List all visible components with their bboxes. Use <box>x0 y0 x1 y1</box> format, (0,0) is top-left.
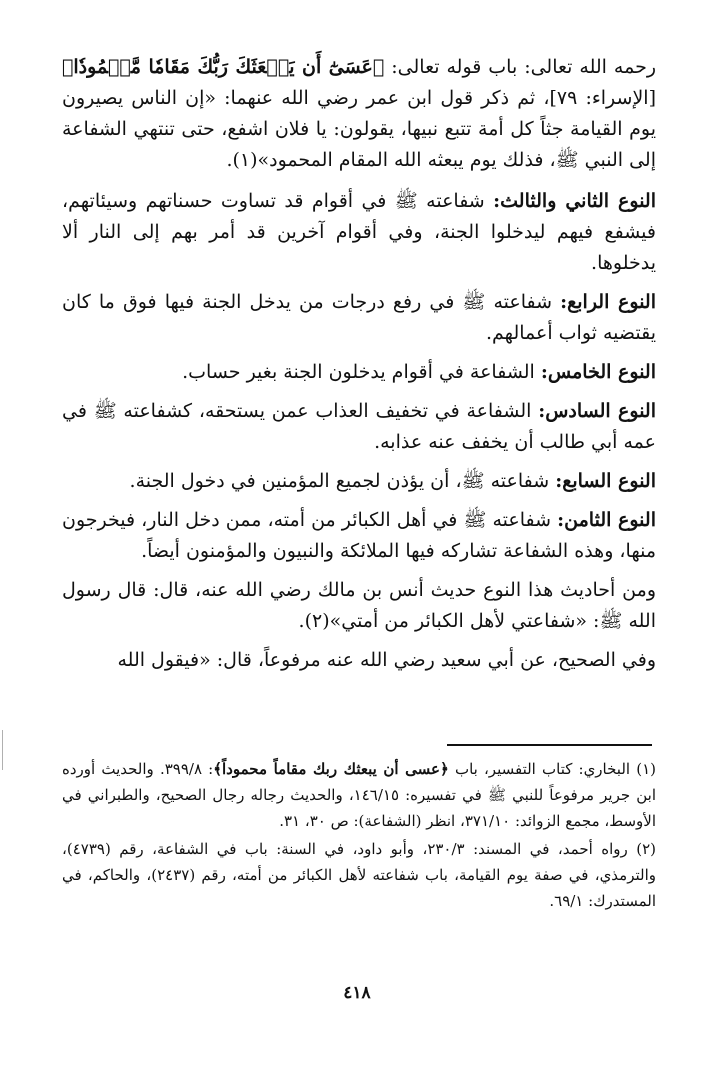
paragraph-heading: النوع الثامن: <box>557 509 656 531</box>
paragraph-text: شفاعته ﷺ، أن يؤذن لجميع المؤمنين في دخول الجنة. <box>129 470 556 492</box>
footnotes <box>62 756 656 916</box>
paragraph-text: ومن أحاديث هذا النوع حديث أنس بن مالك رضي الله عنه، قال: قال رسول الله ﷺ: «شفاعتي لأهل الكبائر من أمتي»(٢). <box>62 579 656 632</box>
paragraph-heading: النوع الثاني والثالث: <box>493 190 656 212</box>
paragraph-heading: النوع السابع: <box>555 470 656 492</box>
paragraph-hadith-abu-said <box>62 645 656 676</box>
footnote-verse: ﴿عسى أن يبعثك ربك مقاماً محموداً﴾ <box>213 760 449 778</box>
paragraph-heading: النوع السادس: <box>538 400 656 422</box>
footnote-2 <box>62 836 656 914</box>
paragraph-heading: النوع الخامس: <box>540 361 656 383</box>
paragraph-heading: النوع الرابع: <box>560 291 656 313</box>
footnote-1 <box>62 756 656 834</box>
quran-verse: ﴿عَسَىٰٓ أَن يَبۡعَثَكَ رَبُّكَ مَقَامٗا مَّحۡمُودٗا﴾ <box>62 56 385 78</box>
paragraph-opening <box>62 52 656 176</box>
footnote-text: : ٣٩٩/٨. والحديث أورده ابن جرير مرفوعاً للنبي ﷺ في تفسيره: ١٤٦/١٥، والحديث رجاله رجال الصحيح، والطبراني في الأوسط، مجمع الزوائد: ٣٧١/١٠، انظر (الشفاعة): ص ٣٠، ٣١. <box>62 760 656 830</box>
paragraph-text: [الإسراء: ٧٩]، ثم ذكر قول ابن عمر رضي الله عنهما: «إن الناس يصيرون يوم القيامة جثاً كل أمة تتبع نبيها، يقولون: يا فلان اشفع، حتى تنتهي الشفاعة إلى النبي ﷺ، فذلك يوم يبعثه الله المقام المحمود»(١). <box>62 87 656 171</box>
scan-edge-mark <box>2 730 3 770</box>
paragraph-type-4 <box>62 287 656 349</box>
paragraph-text: شفاعته ﷺ في رفع درجات من يدخل الجنة فيها فوق ما كان يقتضيه ثواب أعمالهم. <box>62 291 656 344</box>
paragraph-text: الشفاعة في تخفيف العذاب عمن يستحقه، كشفاعته ﷺ في عمه أبي طالب أن يخفف عنه عذابه. <box>62 400 656 453</box>
footnote-text: (٢) رواه أحمد، في المسند: ٢٣٠/٣، وأبو داود، في السنة: باب في الشفاعة، رقم (٤٧٣٩)، والترمذي، في صفة يوم القيامة، باب شفاعته لأهل الكبائر من أمته، رقم (٢٤٣٧)، والحاكم، في المستدرك: ٦٩/١. <box>62 840 656 910</box>
paragraph-hadith-anas <box>62 575 656 637</box>
page-body <box>62 52 656 684</box>
paragraph-type-5 <box>62 357 656 388</box>
paragraph-text: وفي الصحيح، عن أبي سعيد رضي الله عنه مرفوعاً، قال: «فيقول الله <box>117 649 656 671</box>
paragraph-text: الشفاعة في أقوام يدخلون الجنة بغير حساب. <box>182 361 541 383</box>
paragraph-text: شفاعته ﷺ في أقوام قد تساوت حسناتهم وسيئاتهم، فيشفع فيهم ليدخلوا الجنة، وفي أقوام آخرين قد أمر بهم إلى النار ألا يدخلوها. <box>62 190 656 274</box>
paragraph-type-7 <box>62 466 656 497</box>
footnote-divider <box>447 744 652 746</box>
paragraph-text: شفاعته ﷺ في أهل الكبائر من أمته، ممن دخل النار، فيخرجون منها، وهذه الشفاعة تشاركه فيها الملائكة والنبيون والمؤمنون أيضاً. <box>62 509 656 562</box>
paragraph-type-6 <box>62 396 656 458</box>
page-number: ٤١٨ <box>343 983 371 1003</box>
paragraph-type-8 <box>62 505 656 567</box>
paragraph-type-2-3 <box>62 186 656 279</box>
footnote-text-start: (١) البخاري: كتاب التفسير، باب <box>448 760 656 778</box>
paragraph-text-start: رحمه الله تعالى: باب قوله تعالى: <box>384 56 656 78</box>
